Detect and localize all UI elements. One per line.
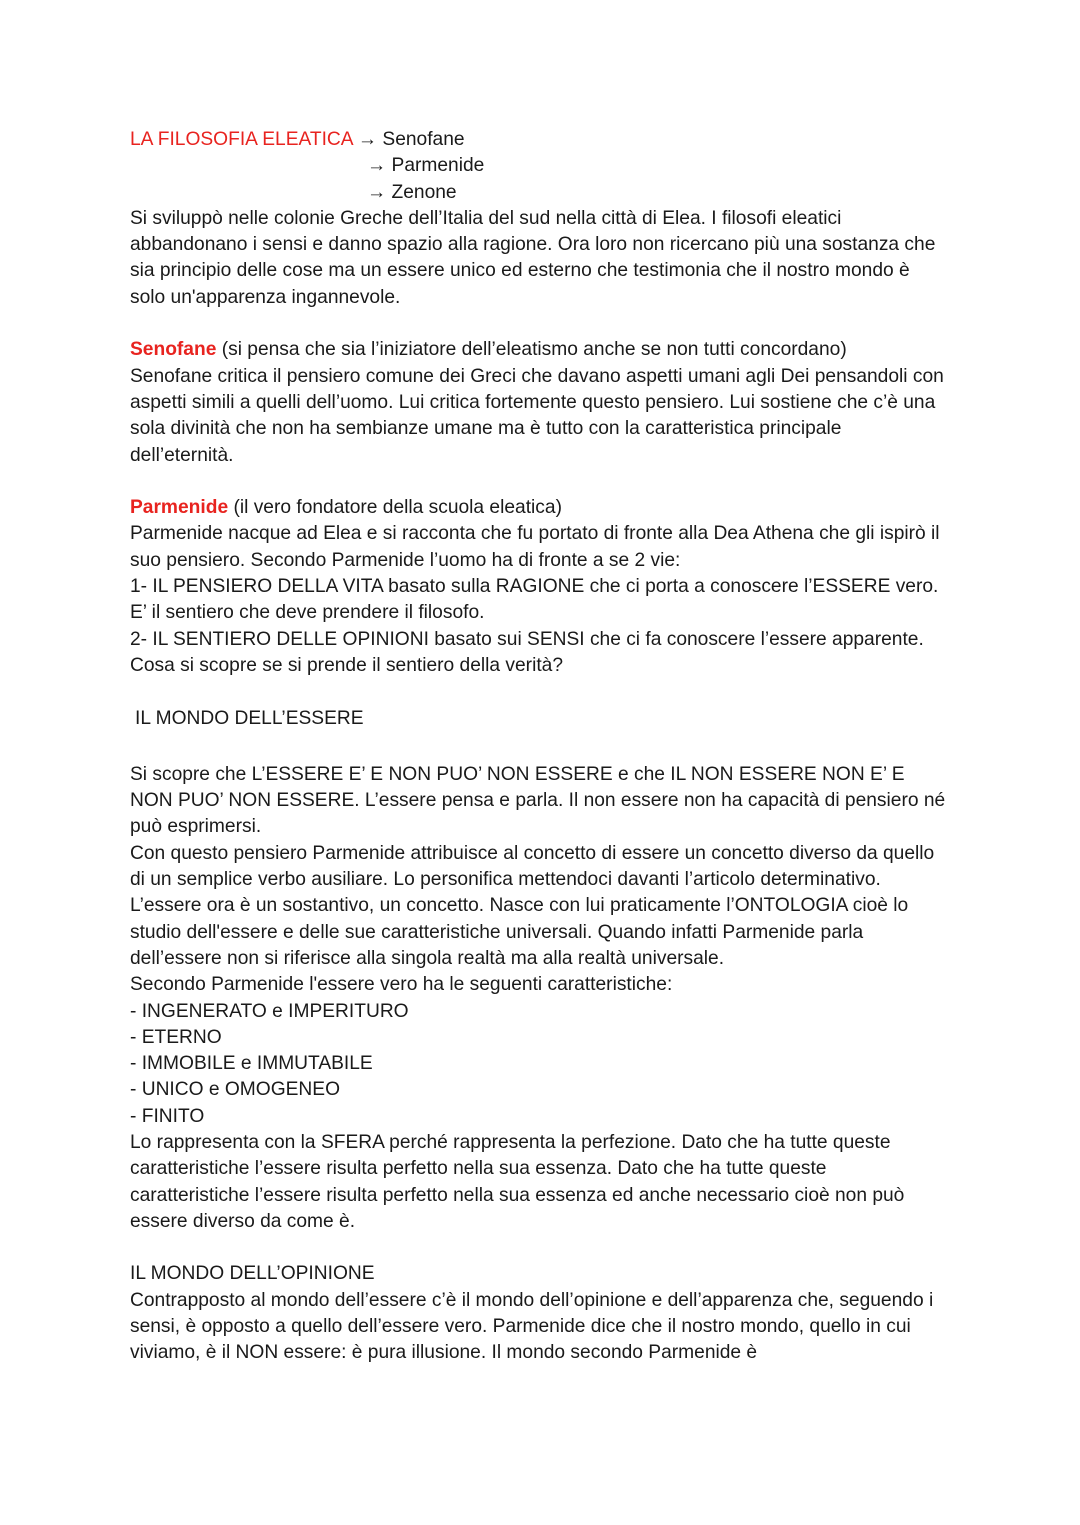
arrow-glyph: → bbox=[367, 155, 387, 177]
parmenide-paragraph: Parmenide nacque ad Elea e si racconta che fu portato di fronte alla Dea Athena che gli ispirò il suo pensiero. Secondo Parmenide l’uomo ha di fronte a se 2 vie: bbox=[130, 523, 940, 571]
philosopher-line bbox=[130, 153, 950, 179]
feature-item: - FINITO bbox=[130, 1105, 205, 1127]
essere-paragraph: Con questo pensiero Parmenide attribuisce al concetto di essere un concetto diverso da quello di un semplice verbo ausiliare. Lo personifica mettendoci davanti l’articolo determinativo. L’essere ora è un sostantivo, un concetto. Nasce con lui praticamente l’ONTOLOGIA cioè lo studio dell'essere e delle sue caratteristiche universali. Quando infatti Parmenide parla dell’essere non si riferisce alla singola realtà ma alla realtà universale. bbox=[130, 842, 935, 969]
section-heading-opinione: IL MONDO DELL’OPINIONE bbox=[130, 1263, 375, 1285]
feature-item: - IMMOBILE e IMMUTABILE bbox=[130, 1053, 373, 1075]
parmenide-heading bbox=[130, 495, 950, 521]
essere-paragraph: Lo rappresenta con la SFERA perché rappresenta la perfezione. Dato che ha tutte queste caratteristiche l’essere risulta perfetto nella sua essenza. Dato che ha tutte queste caratteristiche l’essere risulta perfetto nella sua essenza ed anche necessario cioè non può essere diverso da come è. bbox=[130, 1131, 905, 1232]
section-heading-essere: IL MONDO DELL’ESSERE bbox=[135, 707, 364, 729]
essere-paragraph: Secondo Parmenide l'essere vero ha le seguenti caratteristiche: bbox=[130, 974, 673, 996]
arrow-glyph: → bbox=[357, 129, 378, 150]
senofane-name: Senofane bbox=[130, 339, 217, 361]
way-of-truth: 1- IL PENSIERO DELLA VITA basato sulla RAGIONE che ci porta a conoscere l’ESSERE vero. E’ il sentiero che deve prendere il filosofo. bbox=[130, 576, 939, 624]
question-line: Cosa si scopre se si prende il sentiero della verità? bbox=[130, 654, 564, 676]
philosopher-line bbox=[130, 180, 950, 206]
way-of-opinion: 2- IL SENTIERO DELLE OPINIONI basato sui SENSI che ci fa conoscere l’essere apparente. bbox=[130, 628, 924, 650]
feature-item: - ETERNO bbox=[130, 1026, 222, 1048]
philosopher-zenone: Zenone bbox=[391, 181, 457, 203]
parmenide-name: Parmenide bbox=[130, 497, 229, 519]
senofane-paragraph: Senofane critica il pensiero comune dei Greci che davano aspetti umani agli Dei pensandoli con aspetti simili a quelli dell’uomo. Lui critica fortemente questo pensiero. Lui sostiene che c’è una sola divinità che non ha sembianze umane ma è tutto con la caratteristica principale dell’eternità. bbox=[130, 365, 944, 466]
opinione-paragraph: Contrapposto al mondo dell’essere c’è il mondo dell’opinione e dell’apparenza che, seguendo i sensi, è opposto a quello dell’essere vero. Parmenide dice che il nostro mondo, quello in cui viviamo, è il NON essere: è pura illusione. Il mondo secondo Parmenide è bbox=[130, 1289, 934, 1364]
philosopher-senofane: Senofane bbox=[382, 129, 465, 150]
parmenide-note: (il vero fondatore della scuola eleatica) bbox=[228, 497, 562, 519]
essere-paragraph: Si scopre che L’ESSERE E’ E NON PUO’ NON ESSERE e che IL NON ESSERE NON E’ E NON PUO’ NON ESSERE. L’essere pensa e parla. Il non essere non ha capacità di pensiero né può esprimersi. bbox=[130, 763, 946, 838]
feature-item: - UNICO e OMOGENEO bbox=[130, 1079, 341, 1101]
feature-item: - INGENERATO e IMPERITURO bbox=[130, 1000, 409, 1022]
intro-paragraph: Si sviluppò nelle colonie Greche dell’Italia del sud nella città di Elea. I filosofi eleatici abbandonano i sensi e danno spazio alla ragione. Ora loro non ricercano più una sostanza che sia principio delle cose ma un essere unico ed esterno che testimonia che il nostro mondo è solo un'apparenza ingannevole. bbox=[130, 207, 936, 308]
senofane-heading bbox=[130, 337, 950, 363]
philosopher-parmenide: Parmenide bbox=[391, 155, 485, 177]
arrow-glyph: → bbox=[367, 181, 387, 203]
title-line bbox=[130, 127, 950, 153]
document-title: LA FILOSOFIA ELEATICA bbox=[130, 129, 353, 150]
senofane-note: (si pensa che sia l’iniziatore dell’eleatismo anche se non tutti concordano) bbox=[216, 339, 847, 361]
